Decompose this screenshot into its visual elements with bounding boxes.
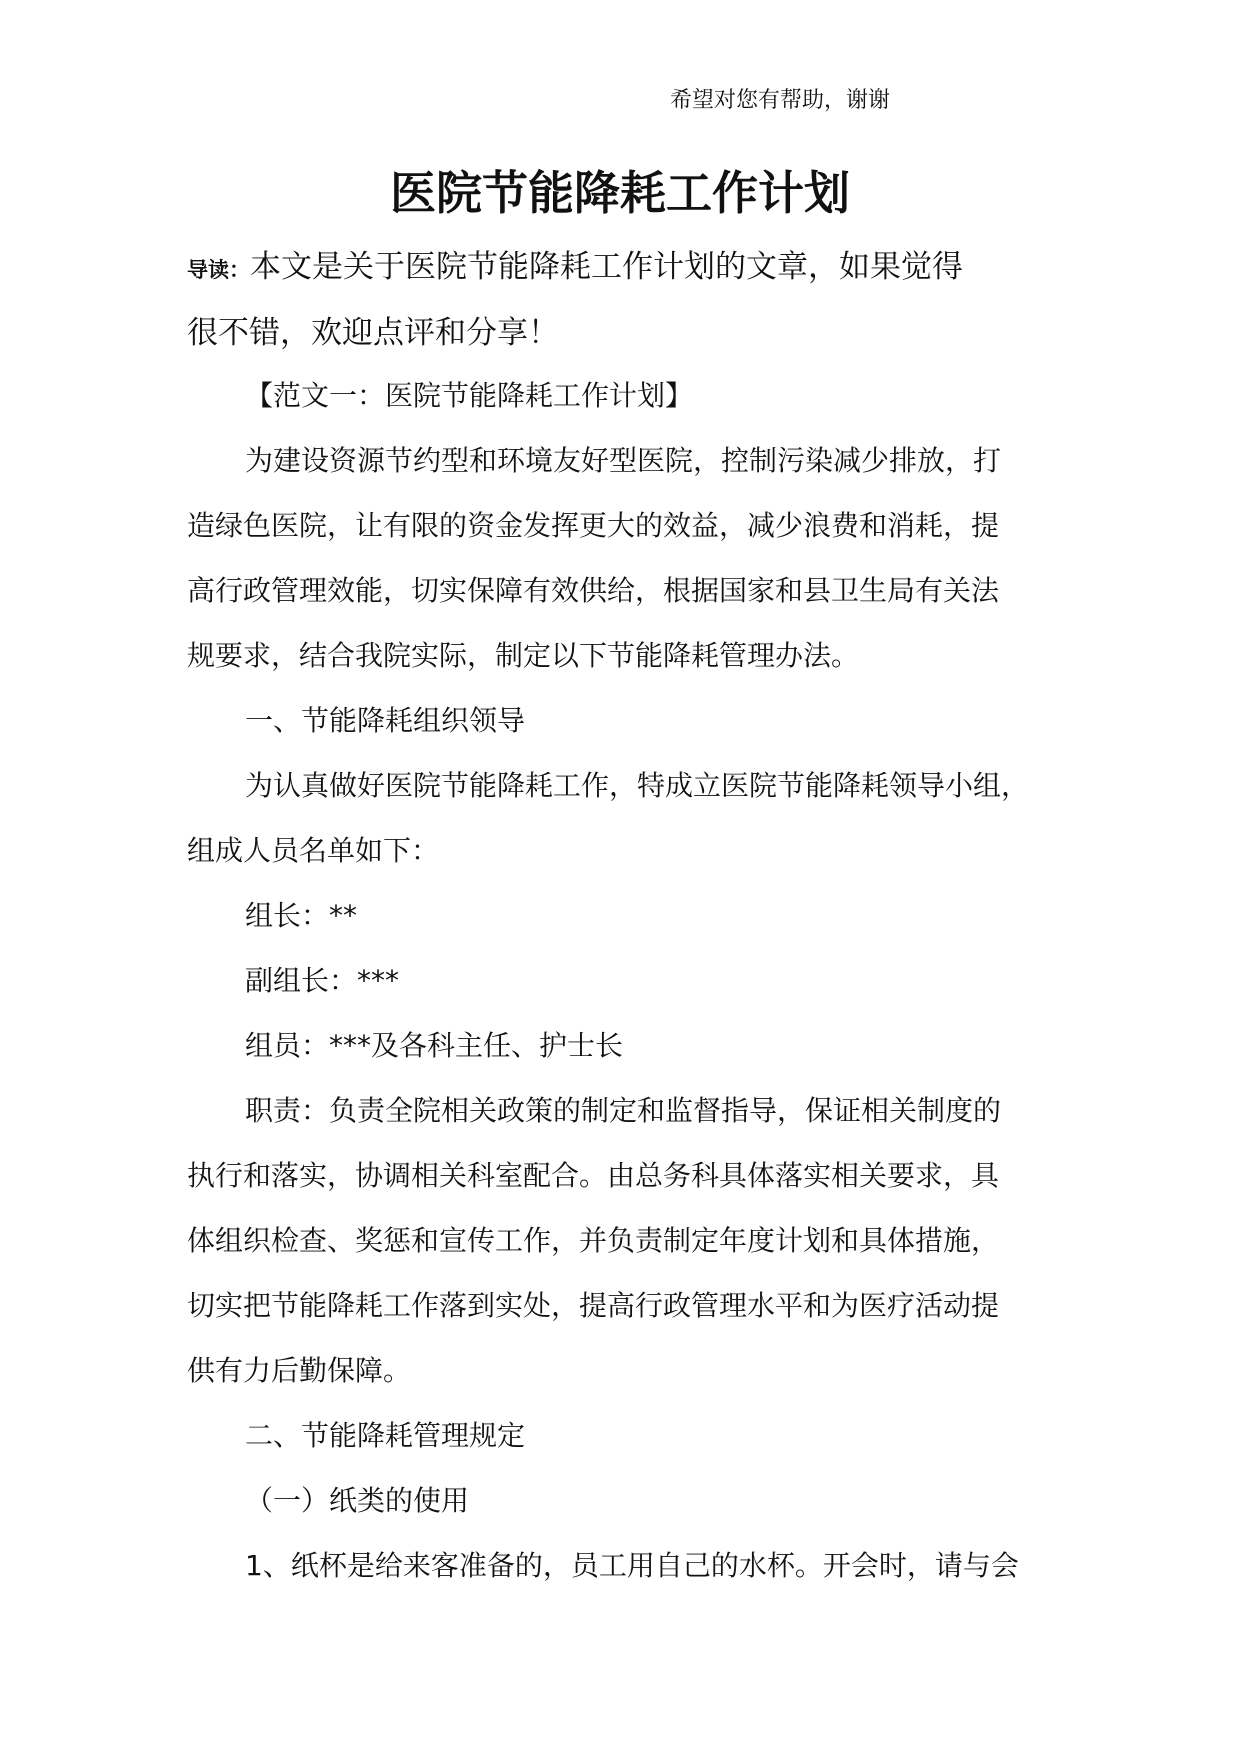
section-heading-sample: 【范文一：医院节能降耗工作计划】 (245, 379, 694, 412)
member-leader: 组长：** (245, 899, 358, 932)
paragraph-line: 1、纸杯是给来客准备的，员工用自己的水杯。开会时，请与会 (245, 1549, 1019, 1582)
intro-line: 本文是关于医院节能降耗工作计划的文章，如果觉得 (250, 249, 963, 285)
paragraph-line: 供有力后勤保障。 (187, 1354, 412, 1387)
intro-line: 很不错，欢迎点评和分享！ (187, 315, 559, 351)
section-heading-1: 一、节能降耗组织领导 (245, 704, 526, 737)
paragraph-line: 切实把节能降耗工作落到实处，提高行政管理水平和为医疗活动提 (187, 1289, 1000, 1322)
header-note: 希望对您有帮助，谢谢 (670, 88, 891, 113)
paragraph-line: 职责：负责全院相关政策的制定和监督指导，保证相关制度的 (245, 1094, 1002, 1127)
subsection-heading: （一）纸类的使用 (245, 1484, 470, 1517)
member-members: 组员：***及各科主任、护士长 (245, 1029, 624, 1062)
intro-label: 导读： (187, 258, 250, 282)
intro-paragraph (187, 236, 1057, 365)
paragraph-line: 规要求，结合我院实际，制定以下节能降耗管理办法。 (187, 639, 860, 672)
paragraph-line: 为建设资源节约型和环境友好型医院，控制污染减少排放，打 (245, 444, 1002, 477)
paragraph-line: 为认真做好医院节能降耗工作，特成立医院节能降耗领导小组， (245, 769, 1030, 802)
section-heading-2: 二、节能降耗管理规定 (245, 1419, 526, 1452)
member-deputy: 副组长：*** (245, 964, 400, 997)
paragraph-line: 执行和落实，协调相关科室配合。由总务科具体落实相关要求，具 (187, 1159, 1000, 1192)
paragraph-line: 造绿色医院，让有限的资金发挥更大的效益，减少浪费和消耗，提 (187, 509, 1000, 542)
paragraph-line: 组成人员名单如下： (187, 834, 440, 867)
paragraph-line: 体组织检查、奖惩和宣传工作，并负责制定年度计划和具体措施， (187, 1224, 1000, 1257)
paragraph-line: 高行政管理效能，切实保障有效供给，根据国家和县卫生局有关法 (187, 574, 1000, 607)
document-title: 医院节能降耗工作计划 (390, 166, 850, 220)
document-body (187, 363, 1077, 1598)
